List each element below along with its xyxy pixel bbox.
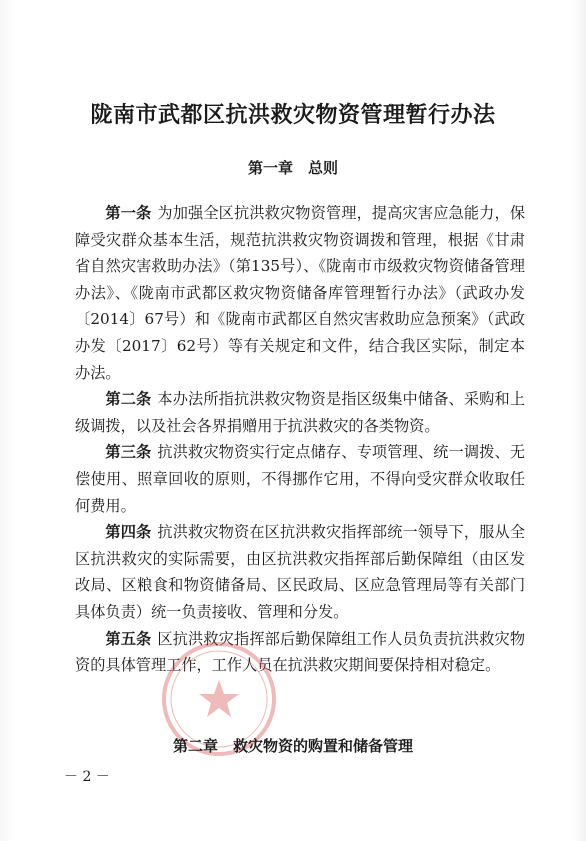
article-2	[75, 386, 525, 439]
article-1	[75, 200, 525, 386]
article-4	[75, 519, 525, 625]
page-number: － 2 －	[64, 769, 110, 785]
chapter-heading-1: 第一章 总则	[247, 159, 338, 177]
article-5	[75, 626, 525, 679]
article-label: 第五条	[105, 629, 152, 648]
article-label: 第三条	[105, 443, 152, 462]
document-body	[75, 200, 525, 679]
article-text: 区抗洪救灾指挥部后勤保障组工作人员负责抗洪救灾物资的具体管理工作，工作人员在抗洪救灾期间要保持相对稳定。	[75, 629, 526, 675]
article-text: 抗洪救灾物资在区抗洪救灾指挥部统一领导下，服从全区抗洪救灾的实际需要，由区抗洪救灾指挥部后勤保障组（由区发改局、区粮食和物资储备局、区民政局、区应急管理局等有关部门具体负责）统一负责接收、管理和分发。	[75, 523, 526, 621]
article-label: 第四条	[105, 523, 152, 542]
article-text: 本办法所指抗洪救灾物资是指区级集中储备、采购和上级调拨，以及社会各界捐赠用于抗洪救灾的各类物资。	[75, 390, 526, 435]
document-title: 陇南市武都区抗洪救灾物资管理暂行办法	[90, 102, 496, 128]
article-text: 为加强全区抗洪救灾物资管理，提高灾害应急能力，保障受灾群众基本生活，规范抗洪救灾物资调拨和管理，根据《甘肃省自然灾害救助办法》（第135号）、《陇南市市级救灾物资储备管理办法》、《陇南市武都区救灾物资储备库管理暂行办法》（武政办发〔2014〕67号）和《陇南市武都区自然灾害救助应急预案》（武政办发〔2017〕62号）等有关规定和文件，结合我区实际，制定本办法。	[75, 204, 526, 382]
article-3	[75, 439, 525, 519]
article-label: 第二条	[105, 390, 152, 409]
chapter-heading-2: 第二章 救灾物资的购置和储备管理	[172, 737, 413, 755]
article-text: 抗洪救灾物资实行定点储存、专项管理、统一调拨、无偿使用、照章回收的原则，不得挪作它用，不得向受灾群众收取任何费用。	[75, 443, 526, 515]
article-label: 第一条	[105, 204, 152, 222]
